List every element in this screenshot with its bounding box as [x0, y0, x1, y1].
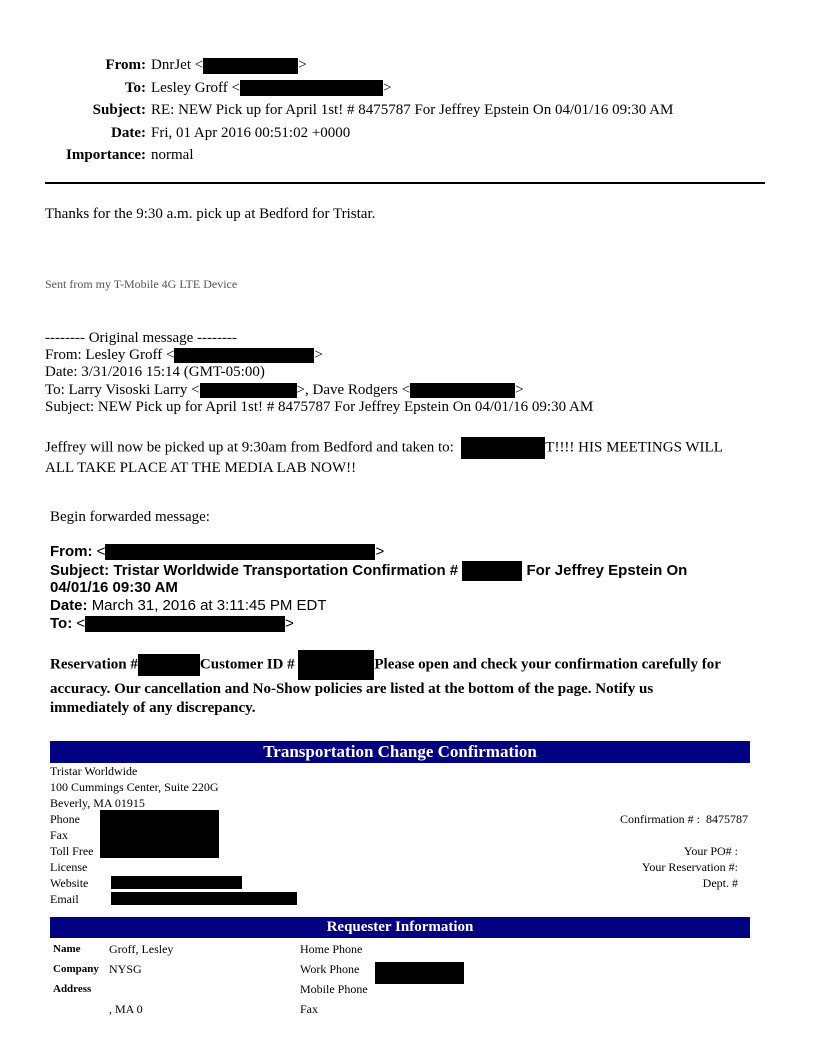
redaction-box	[100, 810, 219, 858]
begin-forwarded-label: Begin forwarded message:	[50, 509, 210, 525]
original-from: From: Lesley Groff < >	[45, 347, 323, 364]
header-importance-row	[0, 144, 816, 167]
name-label: Name	[53, 943, 81, 955]
original-date: Date: 3/31/2016 15:14 (GMT-05:00)	[45, 364, 265, 381]
redaction-box	[111, 876, 242, 889]
company-label: Company	[53, 963, 99, 975]
pickup-notice: Jeffrey will now be picked up at 9:30am from Bedford and taken to: T!!!! HIS MEETINGS WILL ALL TAKE PLACE AT THE MEDIA LAB NOW!!	[45, 437, 775, 478]
redaction-box	[240, 80, 383, 96]
from-value: DnrJet < >	[151, 57, 307, 73]
address-label: Address	[53, 983, 92, 995]
email-header	[0, 54, 816, 167]
redaction-box	[85, 616, 285, 632]
redaction-box	[138, 654, 200, 676]
city-value: , MA 0	[109, 1002, 143, 1016]
original-subject: Subject: NEW Pick up for April 1st! # 8475787 For Jeffrey Epstein On 04/01/16 09:30 AM	[45, 398, 594, 415]
fax-label: Fax	[300, 1002, 318, 1016]
company-value: NYSG	[109, 962, 142, 976]
importance-value: normal	[151, 147, 194, 163]
po-fields: Your PO# : Your Reservation #: Dept. #	[641, 844, 738, 890]
requester-title-bar: Requester Information	[50, 917, 750, 938]
header-to-row	[0, 77, 816, 100]
forwarded-subject-cont: 04/01/16 09:30 AM	[50, 579, 178, 596]
reservation-notice: Reservation # Customer ID # Please open and check your confirmation carefully for accuracy. Our cancellation and No-Show policies are listed at the bottom of the page. Notify us immediately of any discrepancy.	[50, 650, 770, 718]
work-phone-label: Work Phone	[300, 962, 360, 976]
date-label: Date:	[111, 124, 146, 141]
name-value: Groff, Lesley	[109, 942, 174, 956]
original-message	[45, 330, 593, 416]
header-date-row	[0, 122, 816, 145]
redaction-box	[105, 544, 375, 560]
company-info: Tristar Worldwide 100 Cummings Center, Suite 220G Beverly, MA 01915 Phone Fax Toll Free License Website Email	[50, 764, 219, 906]
redaction-box	[174, 348, 314, 363]
confirmation-number: Confirmation # : 8475787	[620, 812, 748, 826]
to-label: To:	[124, 79, 146, 96]
mobile-phone-label: Mobile Phone	[300, 982, 368, 996]
from-label: From:	[105, 57, 146, 73]
confirmation-title-bar: Transportation Change Confirmation	[50, 741, 750, 763]
redaction-box	[461, 437, 545, 459]
redaction-box	[410, 383, 515, 398]
sent-from-signature: Sent from my T-Mobile 4G LTE Device	[45, 277, 238, 291]
importance-label: Importance:	[66, 147, 146, 163]
original-to: To: Larry Visoski Larry < >, Dave Rodgers < >	[45, 381, 524, 398]
original-divider: -------- Original message --------	[45, 330, 237, 346]
subject-label: Subject:	[92, 102, 146, 118]
date-value: Fri, 01 Apr 2016 00:51:02 +0000	[151, 124, 351, 141]
redaction-box	[200, 383, 297, 398]
redaction-box	[203, 58, 298, 74]
header-from-row	[0, 54, 816, 77]
redaction-box	[375, 962, 464, 984]
redaction-box	[462, 561, 522, 581]
home-phone-label: Home Phone	[300, 942, 363, 956]
forwarded-to: To: < >	[50, 615, 294, 632]
redaction-box	[111, 892, 297, 905]
forwarded-subject: Subject: Tristar Worldwide Transportation Confirmation # For Jeffrey Epstein On	[50, 561, 770, 581]
forwarded-date: Date: March 31, 2016 at 3:11:45 PM EDT	[50, 597, 327, 614]
reply-body-text: Thanks for the 9:30 a.m. pick up at Bedford for Tristar.	[45, 206, 376, 222]
header-subject-row	[0, 99, 816, 122]
header-divider	[45, 182, 765, 184]
subject-value: RE: NEW Pick up for April 1st! # 8475787 For Jeffrey Epstein On 04/01/16 09:30 AM	[151, 102, 674, 118]
forwarded-from: From: < >	[50, 543, 385, 560]
redaction-box	[298, 650, 374, 680]
to-value: Lesley Groff < >	[151, 79, 392, 96]
